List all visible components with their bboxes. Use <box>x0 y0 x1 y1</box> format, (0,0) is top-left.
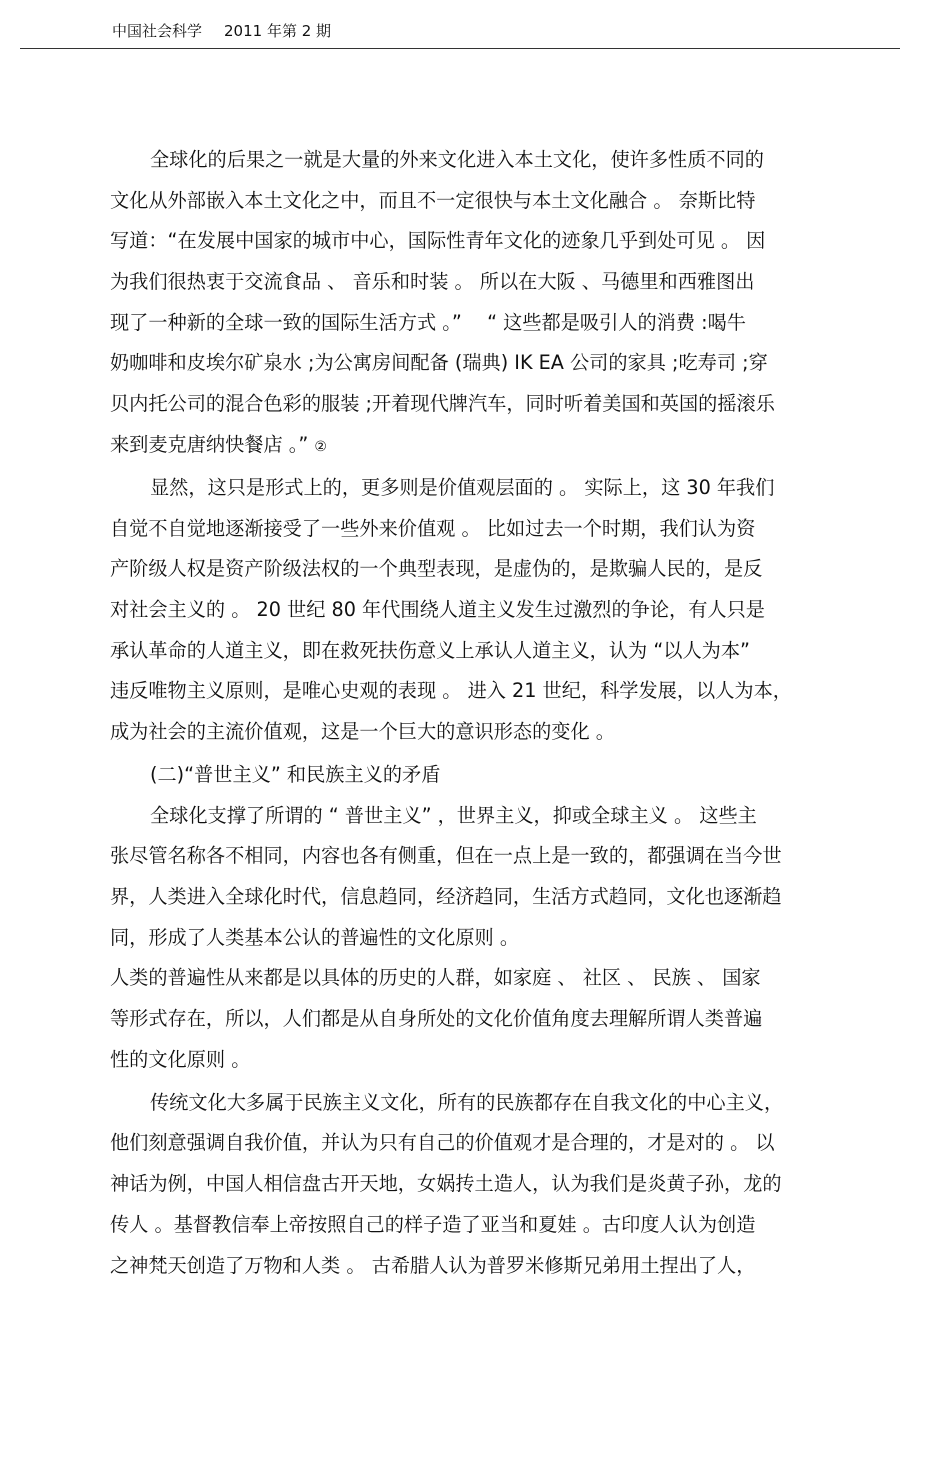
section-heading: (二)“普世主义” 和民族主义的矛盾 <box>150 762 441 786</box>
text-line-with-footnote <box>110 432 850 475</box>
journal-name: 中国社会科学 <box>112 22 203 40</box>
text-line: 写道：“在发展中国家的城市中心，国际性青年文化的迹象几乎到处可见 。 因 <box>110 229 766 253</box>
text-line: 全球化支撑了所谓的 “ 普世主义” ，世界主义，抑或全球主义 。 这些主 <box>150 803 757 827</box>
text-line: 张尽管名称各不相同，内容也各有侧重，但在一点上是一致的，都强调在当今世 <box>110 844 782 868</box>
text-line: 贝内托公司的混合色彩的服装 ;开着现代牌汽车，同时听着美国和英国的摇滚乐 <box>110 392 775 416</box>
text-line: 现了一种新的全球一致的国际生活方式 。” “ 这些都是吸引人的消费 :喝牛 <box>110 310 746 334</box>
footnote-marker: ② <box>314 438 327 455</box>
text-line: 人类的普遍性从来都是以具体的历史的人群，如家庭 、 社区 、 民族 、 国家 <box>110 966 761 990</box>
text-line: 成为社会的主流价值观，这是一个巨大的意识形态的变化 。 <box>110 719 615 743</box>
text-line: 产阶级人权是资产阶级法权的一个典型表现，是虚伪的，是欺骗人民的，是反 <box>110 557 763 581</box>
header-rule <box>20 48 900 49</box>
text-line: 显然，这只是形式上的，更多则是价值观层面的 。 实际上，这 30 年我们 <box>150 475 775 499</box>
text-line: 传人 。基督教信奉上帝按照自己的样子造了亚当和夏娃 。古印度人认为创造 <box>110 1212 756 1236</box>
issue-number: 2011 年第 2 期 <box>224 22 332 40</box>
text-line: 为我们很热衷于交流食品 、 音乐和时装 。 所以在大阪 、马德里和西雅图出 <box>110 270 755 294</box>
text-line: 传统文化大多属于民族主义文化，所有的民族都存在自我文化的中心主义， <box>150 1090 784 1114</box>
text-line: 性的文化原则 。 <box>110 1047 251 1071</box>
text-line: 界，人类进入全球化时代，信息趋同，经济趋同，生活方式趋同，文化也逐渐趋 <box>110 885 782 908</box>
text-line: 文化从外部嵌入本土文化之中，而且不一定很快与本土文化融合 。 奈斯比特 <box>110 188 756 212</box>
text-line: 自觉不自觉地逐渐接受了一些外来价值观 。 比如过去一个时期，我们认为资 <box>110 516 756 540</box>
text-line: 同，形成了人类基本公认的普遍性的文化原则 。 <box>110 925 520 949</box>
text-line: 对社会主义的 。 20 世纪 80 年代围绕人道主义发生过激烈的争论，有人只是 <box>110 597 765 621</box>
text-line: 他们刻意强调自我价值，并认为只有自己的价值观才是合理的，才是对的 。 以 <box>110 1131 775 1155</box>
text-line: 等形式存在，所以，人们都是从自身所处的文化价值角度去理解所谓人类普遍 <box>110 1007 763 1031</box>
text-line: 来到麦克唐纳快餐店 。” <box>110 432 309 456</box>
text-line: 奶咖啡和皮埃尔矿泉水 ;为公寓房间配备 (瑞典) IK EA 公司的家具 ;吃寿司 ;穿 <box>110 351 768 375</box>
article-body <box>110 147 850 1293</box>
running-header <box>112 20 331 42</box>
text-line: 全球化的后果之一就是大量的外来文化进入本土文化，使许多性质不同的 <box>150 148 764 171</box>
text-line: 神话为例，中国人相信盘古开天地，女娲抟土造人，认为我们是炎黄子孙，龙的 <box>110 1172 782 1196</box>
text-line: 之神梵天创造了万物和人类 。 古希腊人认为普罗米修斯兄弟用土捏出了人， <box>110 1253 756 1277</box>
text-line: 违反唯物主义原则，是唯心史观的表现 。 进入 21 世纪，科学发展，以人为本， <box>110 679 792 703</box>
text-line: 承认革命的人道主义，即在救死扶伤意义上承认人道主义，认为 “以人为本” <box>110 638 750 662</box>
